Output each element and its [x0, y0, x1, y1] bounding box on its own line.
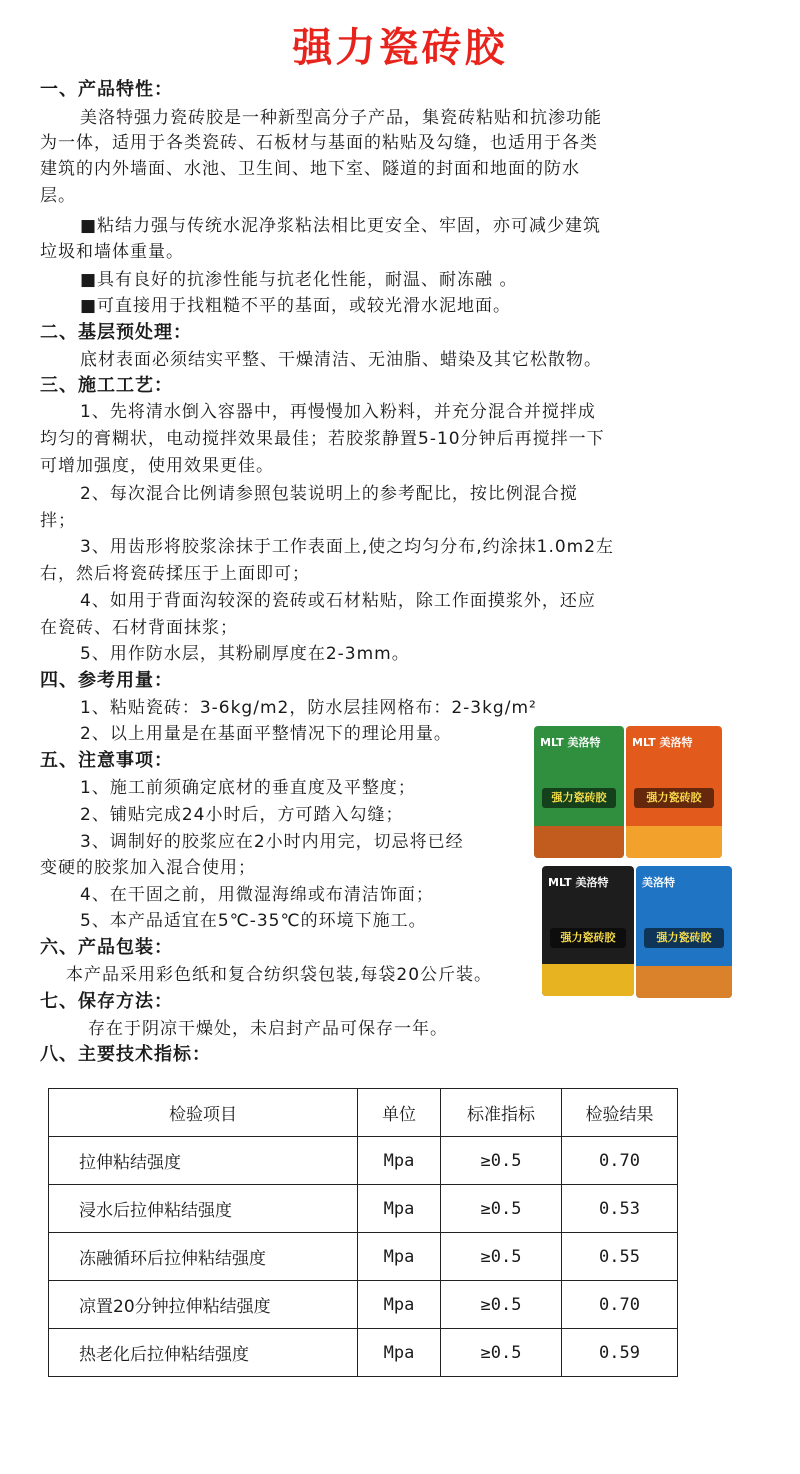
section-heading: 三、施工工艺： — [40, 375, 173, 396]
cell-item: 拉伸粘结强度 — [49, 1137, 358, 1185]
section-heading: 二、基层预处理： — [40, 322, 192, 343]
text-line: 拌； — [40, 511, 76, 531]
text-line: 1、先将清水倒入容器中，再慢慢加入粉料，并充分混合并搅拌成 — [80, 402, 596, 422]
bag-product-name: 强力瓷砖胶 — [634, 788, 714, 808]
text-line: 为一体，适用于各类瓷砖、石板材与基面的粘贴及勾缝，也适用于各类 — [40, 133, 598, 153]
cell-unit: Mpa — [358, 1137, 441, 1185]
text-line: 均匀的膏糊状，电动搅拌效果最佳；若胶浆静置5-10分钟后再搅拌一下 — [40, 429, 605, 449]
page-title: 强力瓷砖胶 — [292, 25, 508, 71]
text-line: 本产品采用彩色纸和复合纺织袋包装,每袋20公斤装。 — [66, 965, 493, 985]
product-bag — [534, 726, 624, 858]
text-line: 建筑的内外墙面、水池、卫生间、地下室、隧道的封面和地面的防水 — [40, 159, 580, 179]
text-line: 2、每次混合比例请参照包装说明上的参考配比，按比例混合搅 — [80, 484, 578, 504]
header-item: 检验项目 — [49, 1089, 358, 1137]
text-line: 垃圾和墙体重量。 — [40, 242, 184, 262]
cell-unit: Mpa — [358, 1329, 441, 1377]
text-line: 1、施工前须确定底材的垂直度及平整度； — [80, 778, 416, 798]
cell-item: 冻融循环后拉伸粘结强度 — [49, 1233, 358, 1281]
cell-standard: ≥0.5 — [441, 1329, 562, 1377]
bag-product-name: 强力瓷砖胶 — [550, 928, 626, 948]
text-line: 4、在干固之前，用微湿海绵或布清洁饰面； — [80, 885, 434, 905]
bag-brand: MLT 美洛特 — [632, 736, 693, 749]
bag-bottom-stripe — [626, 826, 722, 858]
text-line: 在瓷砖、石材背面抹浆； — [40, 618, 238, 638]
section-heading: 八、主要技术指标： — [40, 1044, 211, 1065]
bag-bottom-stripe — [534, 826, 624, 858]
product-bag — [542, 866, 634, 996]
cell-standard: ≥0.5 — [441, 1233, 562, 1281]
cell-result: 0.55 — [562, 1233, 678, 1281]
text-line: 5、本产品适宜在5℃-35℃的环境下施工。 — [80, 911, 427, 931]
section-heading: 五、注意事项： — [40, 750, 173, 771]
table-row — [49, 1281, 678, 1329]
text-line: 2、铺贴完成24小时后，方可踏入勾缝； — [80, 805, 404, 825]
table-header-row — [49, 1089, 678, 1137]
text-line: ■粘结力强与传统水泥净浆粘法相比更安全、牢固，亦可减少建筑 — [80, 216, 602, 236]
product-bag — [626, 726, 722, 858]
cell-item: 浸水后拉伸粘结强度 — [49, 1185, 358, 1233]
cell-result: 0.53 — [562, 1185, 678, 1233]
product-bag — [636, 866, 732, 998]
cell-standard: ≥0.5 — [441, 1137, 562, 1185]
bag-bottom-stripe — [542, 964, 634, 996]
text-line: 美洛特强力瓷砖胶是一种新型高分子产品，集瓷砖粘贴和抗渗功能 — [80, 108, 602, 128]
cell-unit: Mpa — [358, 1185, 441, 1233]
header-result: 检验结果 — [562, 1089, 678, 1137]
cell-item: 热老化后拉伸粘结强度 — [49, 1329, 358, 1377]
text-line: 1、粘贴瓷砖：3-6kg/m2，防水层挂网格布：2-3kg/m² — [80, 698, 537, 718]
bag-brand: 美洛特 — [642, 876, 675, 889]
text-line: 5、用作防水层，其粉刷厚度在2-3mm。 — [80, 644, 410, 664]
text-line: 变硬的胶浆加入混合使用； — [40, 858, 256, 878]
section-heading: 一、产品特性： — [40, 79, 173, 100]
section-heading: 四、参考用量： — [40, 670, 173, 691]
table-row — [49, 1185, 678, 1233]
section-heading: 七、保存方法： — [40, 991, 173, 1012]
text-line: 层。 — [40, 186, 76, 206]
cell-unit: Mpa — [358, 1281, 441, 1329]
header-unit: 单位 — [358, 1089, 441, 1137]
header-standard: 标准指标 — [441, 1089, 562, 1137]
text-line: 3、调制好的胶浆应在2小时内用完，切忌将已经 — [80, 832, 464, 852]
cell-result: 0.59 — [562, 1329, 678, 1377]
bag-product-name: 强力瓷砖胶 — [644, 928, 724, 948]
cell-standard: ≥0.5 — [441, 1281, 562, 1329]
text-line: 右，然后将瓷砖揉压于上面即可； — [40, 564, 310, 584]
section-heading: 六、产品包装： — [40, 937, 173, 958]
cell-standard: ≥0.5 — [441, 1185, 562, 1233]
text-line: 可增加强度，使用效果更佳。 — [40, 456, 274, 476]
text-line: 2、以上用量是在基面平整情况下的理论用量。 — [80, 724, 452, 744]
text-line: 存在于阴凉干燥处，未启封产品可保存一年。 — [88, 1019, 448, 1039]
cell-item: 凉置20分钟拉伸粘结强度 — [49, 1281, 358, 1329]
text-line: ■具有良好的抗渗性能与抗老化性能，耐温、耐冻融 。 — [80, 270, 518, 290]
product-bag-photos — [534, 726, 732, 998]
bag-brand: MLT 美洛特 — [540, 736, 601, 749]
cell-result: 0.70 — [562, 1137, 678, 1185]
cell-result: 0.70 — [562, 1281, 678, 1329]
text-line: ■可直接用于找粗糙不平的基面，或较光滑水泥地面。 — [80, 296, 512, 316]
table-row — [49, 1233, 678, 1281]
text-line: 4、如用于背面沟较深的瓷砖或石材粘贴，除工作面摸浆外，还应 — [80, 591, 596, 611]
cell-unit: Mpa — [358, 1233, 441, 1281]
bag-product-name: 强力瓷砖胶 — [542, 788, 616, 808]
text-line: 底材表面必须结实平整、干燥清洁、无油脂、蜡染及其它松散物。 — [80, 350, 602, 370]
table-row — [49, 1137, 678, 1185]
text-line: 3、用齿形将胶浆涂抹于工作表面上,使之均匀分布,约涂抹1.0m2左 — [80, 537, 615, 557]
bag-bottom-stripe — [636, 966, 732, 998]
bag-brand: MLT 美洛特 — [548, 876, 609, 889]
technical-spec-table — [48, 1088, 678, 1377]
table-row — [49, 1329, 678, 1377]
